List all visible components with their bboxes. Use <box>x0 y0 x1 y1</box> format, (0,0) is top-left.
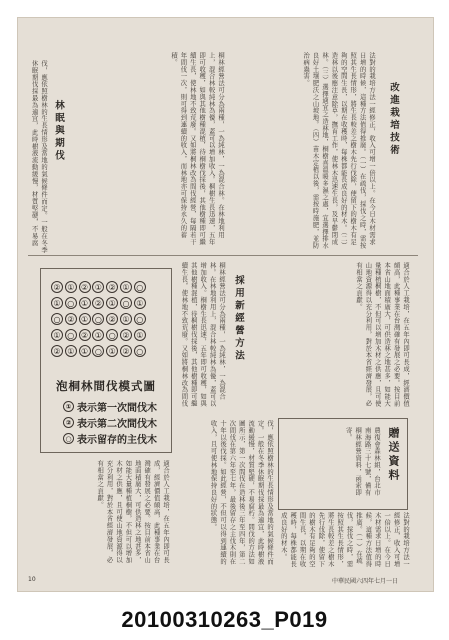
diagram-row <box>51 297 146 309</box>
divider-line <box>28 255 418 256</box>
mid-article-body: 桐林經營法可分為兩種，一為純林，一為混合林。在林地利用上，混合林較純林為優，蓋可以增加收入。桐樹生長迅速，五年即可收穫，如與其他樹種混植，待桐樹伐採後，其他樹種即可繼續生長，使林地不致荒廢。又如將桐林改為間伐 <box>180 262 225 407</box>
diagram-row <box>51 329 146 341</box>
tree-marker: ○ <box>65 297 77 309</box>
legend-item <box>63 415 157 430</box>
tree-marker: ② <box>106 281 118 293</box>
tree-marker: ② <box>51 345 63 357</box>
tree-marker: ○ <box>92 313 104 325</box>
tree-marker: ① <box>120 313 132 325</box>
gift-body: 農復會森林組，台北市南海路三十七號，備有桐林經營資料，函索即寄。 <box>344 427 380 496</box>
legend-symbol: ② <box>63 417 74 428</box>
tree-marker: ② <box>79 281 91 293</box>
tree-marker: ① <box>51 329 63 341</box>
tree-marker: ① <box>65 281 77 293</box>
diagram-row <box>51 281 146 293</box>
tree-marker: ① <box>51 297 63 309</box>
left-article-body: 伐，應依照樹林的生長情形及當地的氣候條件而定。一般在冬季休眠期伐採最為適宜，此時樹液流動緩慢，材質堅硬，不易腐 <box>30 60 47 254</box>
legend-symbol: ○ <box>63 433 74 444</box>
legend-item <box>63 399 157 414</box>
legend-item <box>63 431 157 446</box>
tree-marker: ① <box>79 313 91 325</box>
tree-marker: ① <box>79 345 91 357</box>
archive-caption: 20100310263_P019 <box>121 607 328 632</box>
legend-label: 表示留存的主伐木 <box>77 435 157 446</box>
tree-marker: ○ <box>51 313 63 325</box>
tree-marker: ① <box>79 297 91 309</box>
tree-marker: ① <box>120 281 132 293</box>
tree-marker: ○ <box>134 313 146 325</box>
tree-marker: ① <box>92 329 104 341</box>
diagram-row <box>51 313 146 325</box>
tree-marker: ○ <box>134 281 146 293</box>
tree-marker: ② <box>51 281 63 293</box>
tree-marker: ② <box>92 297 104 309</box>
top-article-body: 法對的栽培方法一經修正，收入可增一倍以上。在今日木材需求日增的時候，這種方法值得推廣。（一）在疏伐，採伐之時，需按照其生長情形，將生長較差之樹木先行伐除，使留下的樹木有足夠的空間生長，以期在收穫時，每株都能長成良好的材木。（二）造林以後應注意除草，撫育工作，使林木迅速生長，及早鬱閉成林。（三）選擇適宜之造林地，桐樹喜溫暖多濕之處，宜選擇排水良好土壤肥沃之山坡地。（四）苗木定植以後，需按時施肥，並防治病蟲害。 <box>302 52 375 249</box>
tree-marker: ① <box>134 297 146 309</box>
tree-marker: ① <box>65 345 77 357</box>
tree-marker: ② <box>120 329 132 341</box>
tree-marker: ○ <box>106 329 118 341</box>
legend-label: 表示第二次間伐木 <box>77 419 157 430</box>
mid-right-body: 適合於人工栽培，在五年內即可長成，經濟價值頗高，此種事業在台灣確有發展之必要。按目前本省山地面積廣大，可供造林之地甚多，如能大量種植桐樹，不但可以增加木材之供應，且可使山地資源得以充分利用，對於本省經濟發展，必有相當之貢獻。 <box>354 262 409 407</box>
issue-date: 中華民國六四年七月一日 <box>332 578 399 585</box>
tree-marker: ① <box>92 281 104 293</box>
tree-marker: ① <box>106 345 118 357</box>
tree-marker: ① <box>106 297 118 309</box>
page-number: 10 <box>28 576 36 583</box>
tree-marker: ② <box>65 313 77 325</box>
lower-center-body: 適合於人工栽培，在五年內即可長成，經濟價值頗高，此種事業在台灣確有發展之必要。按目前本省山地面積廣大，可供造林之地甚多，如能大量種植桐樹，不但可以增加木材之供應，且可使山地資源得以充分利用，對於本省經濟發展，必有相當之貢獻。 <box>96 460 169 564</box>
lower-left-body: 伐，應依照樹林的生長情形及當地的氣候條件而定。一般在冬季休眠期伐採最為適宜，此時樹液流動緩慢，材質堅硬，不易腐朽。間伐的方法如圖所示，第一次間伐在造林後三年至四年，第二次間伐在第六年至七年，最後留存之主伐木則在十年以後伐採。如此經營，不但可以得到連續的收入，且可使林地保持良好的狀態。 <box>209 420 273 565</box>
tree-marker: ○ <box>92 345 104 357</box>
lower-right-body: 法對的栽培方法一經修正，收入可增一倍以上。在今日木材需求日增的時候，這種方法值得推廣。（一）在疏伐，採伐之時，需按照其生長情形，將生長較差之樹木先行伐除，使留下的樹木有足夠的空間生長，以期在收穫時，每株都能長成良好的材木。 <box>280 512 409 568</box>
tree-marker: ② <box>120 345 132 357</box>
diagram-row <box>51 345 146 357</box>
gift-notice-box <box>278 418 408 510</box>
mid-article-title: 採用新經營方法 <box>233 275 244 363</box>
tree-marker: ○ <box>134 345 146 357</box>
tree-marker: ② <box>79 329 91 341</box>
legend-label: 表示第一次間伐木 <box>77 403 157 414</box>
thinning-diagram <box>40 268 172 453</box>
tree-marker: ○ <box>120 297 132 309</box>
left-article-title: 林眠與期伐 <box>53 100 64 163</box>
left-upper-body: 桐林經營法可分為兩種，一為純林，一為混合林。在林地利用上，混合林較純林為優，蓋可以增加收入。桐樹生長迅速，五年即可收穫，如與其他樹種混植，待桐樹伐採後，其他樹種即可繼續生長，使林地不致荒廢。又如將桐林改為間伐經營，每隔若干年間伐一次，則可得到連續的收入，而林地亦可保持永久的蓄積。 <box>169 52 224 246</box>
tree-marker: ○ <box>65 329 77 341</box>
top-article-title: 改進栽培技術 <box>388 82 399 157</box>
legend-symbol: ① <box>63 401 74 412</box>
diagram-title: 泡桐林間伐模式圖 <box>56 379 156 393</box>
tree-marker: ② <box>106 313 118 325</box>
tree-marker: ① <box>134 329 146 341</box>
gift-title: 贈送資料 <box>387 427 400 483</box>
